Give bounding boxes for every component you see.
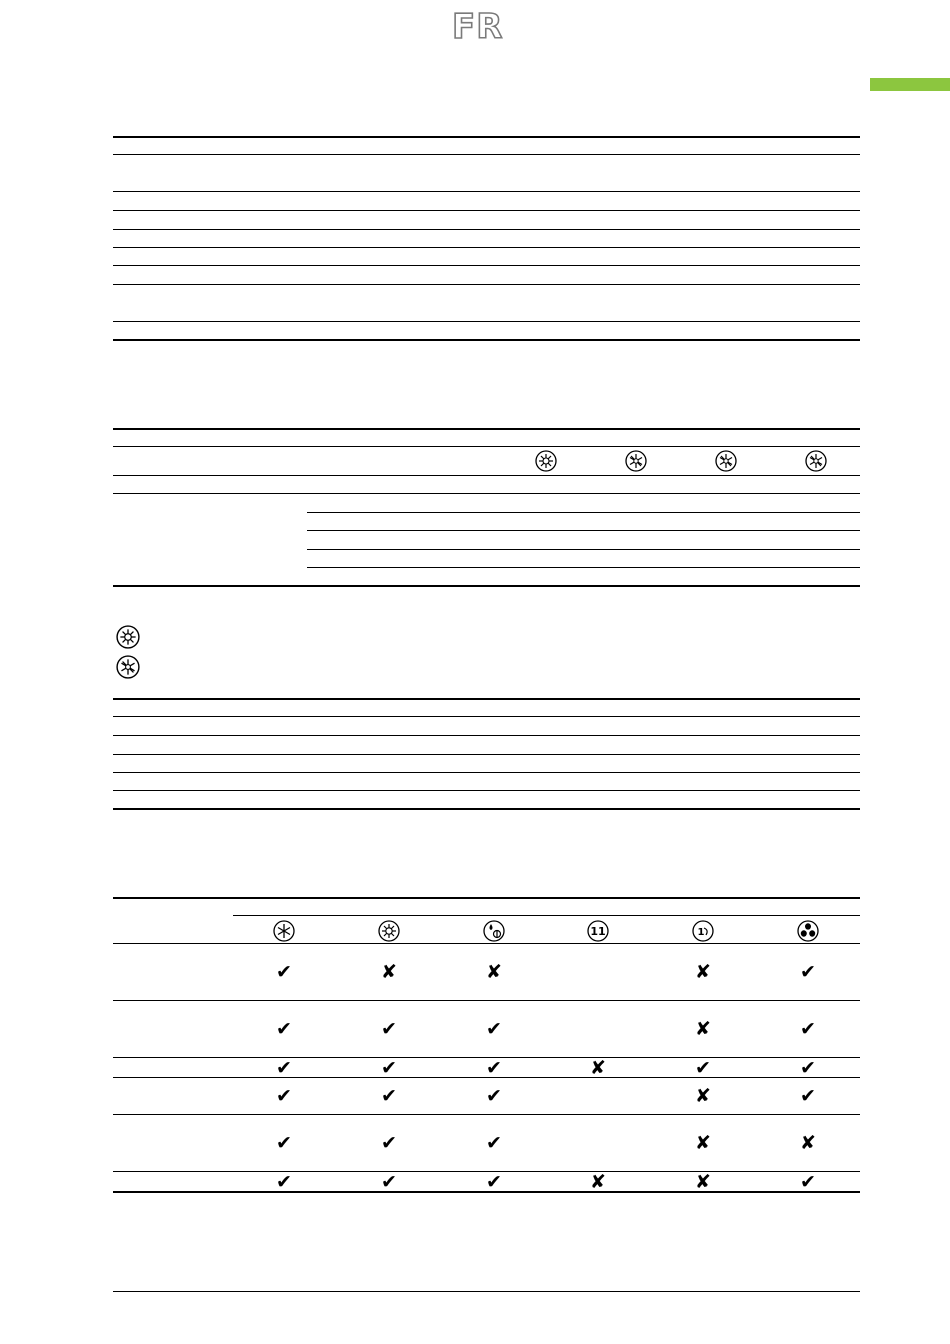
check-icon: ✔ [800,1171,816,1193]
snowflake-icon [273,920,295,942]
check-icon: ✔ [276,1018,292,1040]
check-icon: ✔ [381,1057,397,1079]
dry-mode-icon [483,920,505,942]
footer-rule [113,1291,860,1292]
check-icon: ✔ [800,1018,816,1040]
snowflake-sun-icon-2 [715,450,737,472]
check-icon: ✔ [276,1171,292,1193]
check-icon: ✔ [486,1085,502,1107]
check-icon: ✔ [381,1171,397,1193]
check-icon: ✔ [486,1018,502,1040]
fan-icon [797,920,819,942]
cross-icon: ✘ [381,961,397,983]
svg-text:1: 1 [697,927,705,938]
check-icon: ✔ [276,1132,292,1154]
language-code: FR [452,7,504,47]
check-icon: ✔ [800,1057,816,1079]
check-icon: ✔ [276,1057,292,1079]
cross-icon: ✘ [590,1057,606,1079]
cross-icon: ✘ [695,1171,711,1193]
legend-sun-snowflake-icon [116,625,140,649]
check-icon: ✔ [381,1085,397,1107]
cross-icon: ✘ [695,961,711,983]
check-icon: ✔ [276,1085,292,1107]
snowflake-sun-icon-3 [805,450,827,472]
check-icon: ✔ [276,961,292,983]
check-icon: ✔ [800,1085,816,1107]
cross-icon: ✘ [800,1132,816,1154]
check-icon: ✔ [381,1132,397,1154]
cross-icon: ✘ [590,1171,606,1193]
cross-icon: ✘ [486,961,502,983]
check-icon: ✔ [486,1171,502,1193]
auto-mode-icon [587,920,609,942]
sun-snowflake-icon [535,450,557,472]
check-icon: ✔ [695,1057,711,1079]
sun-icon [378,920,400,942]
cross-icon: ✘ [695,1085,711,1107]
check-icon: ✔ [800,961,816,983]
cross-icon: ✘ [695,1132,711,1154]
check-icon: ✔ [486,1132,502,1154]
check-icon: ✔ [381,1018,397,1040]
cross-icon: ✘ [695,1018,711,1040]
check-icon: ✔ [486,1057,502,1079]
snowflake-sun-icon [625,450,647,472]
auto-restart-icon [692,920,714,942]
section-tab [870,78,950,91]
legend-snowflake-sun-icon [116,655,140,679]
svg-text:11: 11 [590,925,606,938]
